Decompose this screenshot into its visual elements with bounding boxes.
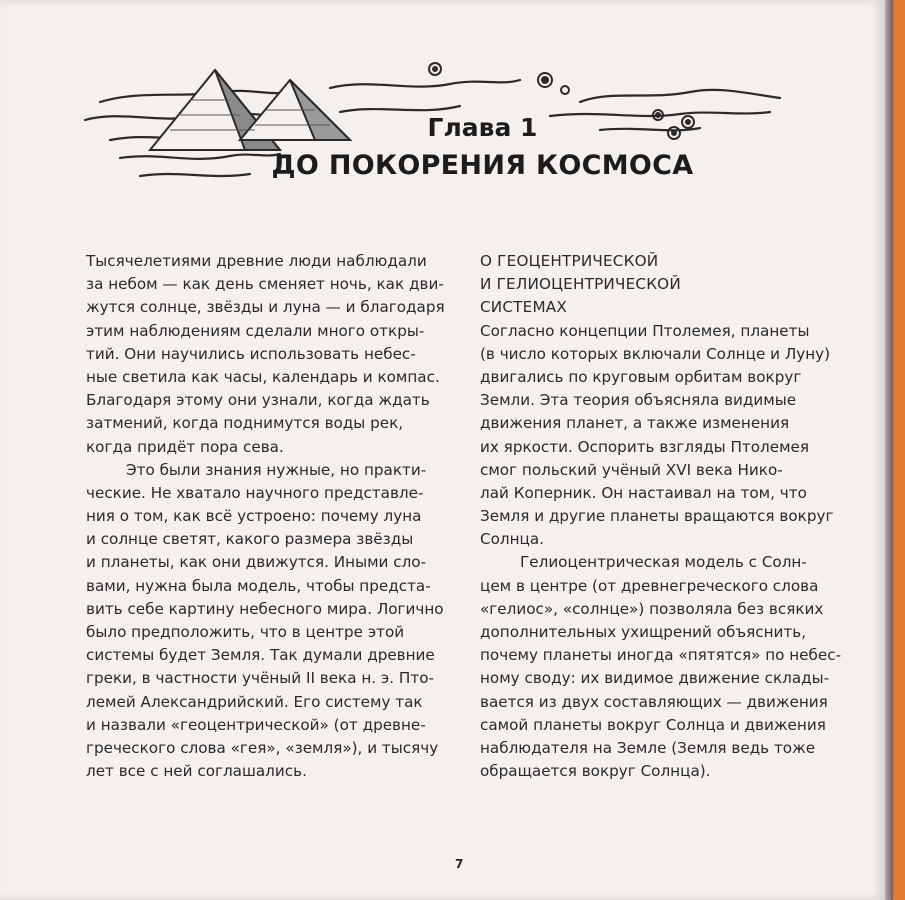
text-line: за небом — как день сменяет ночь, как дви- — [86, 275, 444, 294]
text-line: Земли. Эта теория объясняла видимые — [480, 391, 797, 410]
text-line: лемей Александрийский. Его систему так — [86, 692, 423, 711]
text-line: вами, нужна была модель, чтобы предста- — [86, 576, 431, 595]
text-line: обращается вокруг Солнца). — [480, 762, 711, 781]
text-line: было предположить, что в центре этой — [86, 623, 405, 641]
page-edge — [885, 0, 893, 900]
text-line: Тысячелетиями древние люди наблюдали — [86, 252, 427, 270]
chapter-title: ДО ПОКОРЕНИЯ КОСМОСА — [271, 150, 694, 181]
section-heading-line: СИСТЕМАХ — [480, 298, 567, 317]
text-line: Солнца. — [480, 530, 545, 549]
text-line: смог польский учёный XVI века Нико- — [480, 460, 783, 479]
text-line: цем в центре (от древнегреческого слова — [480, 576, 819, 595]
text-line: вить себе картину небесного мира. Логично — [86, 599, 444, 618]
page-number: 7 — [455, 857, 464, 871]
text-line: системы будет Земля. Так думали древние — [86, 646, 435, 665]
text-line: Это были знания нужные, но практи- — [126, 460, 427, 479]
text-line: (в число которых включали Солнце и Луну) — [480, 344, 831, 363]
section-heading-line: И ГЕЛИОЦЕНТРИЧЕСКОЙ — [480, 275, 681, 294]
text-line: лет все с ней соглашались. — [86, 762, 307, 781]
text-line: ному своду: их видимое движение склады- — [480, 669, 830, 688]
text-line: затмений, когда поднимутся воды рек, — [86, 414, 404, 433]
text-line: греческого слова «гея», «земля»), и тысячу — [86, 738, 439, 757]
text-line: ческие. Не хватало научного представле- — [86, 483, 424, 502]
text-line: вается из двух составляющих — движения — [480, 692, 828, 711]
text-line: двигались по круговым орбитам вокруг — [480, 367, 802, 386]
text-line: и назвали «геоцентрической» (от древне- — [86, 715, 426, 734]
text-line: лай Коперник. Он настаивал на том, что — [480, 483, 807, 502]
left-column — [86, 250, 445, 783]
text-line: когда придёт пора сева. — [86, 437, 284, 456]
text-line: их яркости. Оспорить взгляды Птолемея — [480, 437, 810, 456]
text-line: «гелиос», «солнце») позволяла без всяких — [480, 599, 824, 618]
text-line: Согласно концепции Птолемея, планеты — [480, 321, 810, 340]
chapter-label: Глава 1 — [427, 113, 538, 142]
text-line: дополнительных ухищрений объяснить, — [480, 623, 807, 641]
text-line: этим наблюдениям сделали много откры- — [86, 321, 425, 340]
text-line: ния о том, как всё устроено: почему луна — [86, 507, 422, 526]
text-line: ные светила как часы, календарь и компас. — [86, 367, 440, 386]
text-line: греки, в частности учёный II века н. э. Пто- — [86, 669, 434, 688]
section-heading-line: О ГЕОЦЕНТРИЧЕСКОЙ — [480, 252, 659, 270]
text-line: Гелиоцентрическая модель с Солн- — [520, 553, 807, 572]
text-line: тий. Они научились использовать небес- — [86, 344, 416, 363]
text-line: самой планеты вокруг Солнца и движения — [480, 715, 826, 734]
text-line: Земля и другие планеты вращаются вокруг — [480, 507, 834, 526]
text-line: и солнце светят, какого размера звёзды — [86, 530, 414, 549]
right-column — [480, 250, 841, 783]
text-line: движения планет, а также изменения — [480, 414, 790, 433]
text-line: жутся солнце, звёзды и луна — и благодаря — [86, 298, 445, 317]
text-line: почему планеты иногда «пятятся» по небес- — [480, 646, 842, 665]
text-line: и планеты, как они движутся. Иными сло- — [86, 553, 427, 572]
text-line: наблюдателя на Земле (Земля ведь тоже — [480, 738, 816, 757]
text-line: Благодаря этому они узнали, когда ждать — [86, 391, 430, 410]
